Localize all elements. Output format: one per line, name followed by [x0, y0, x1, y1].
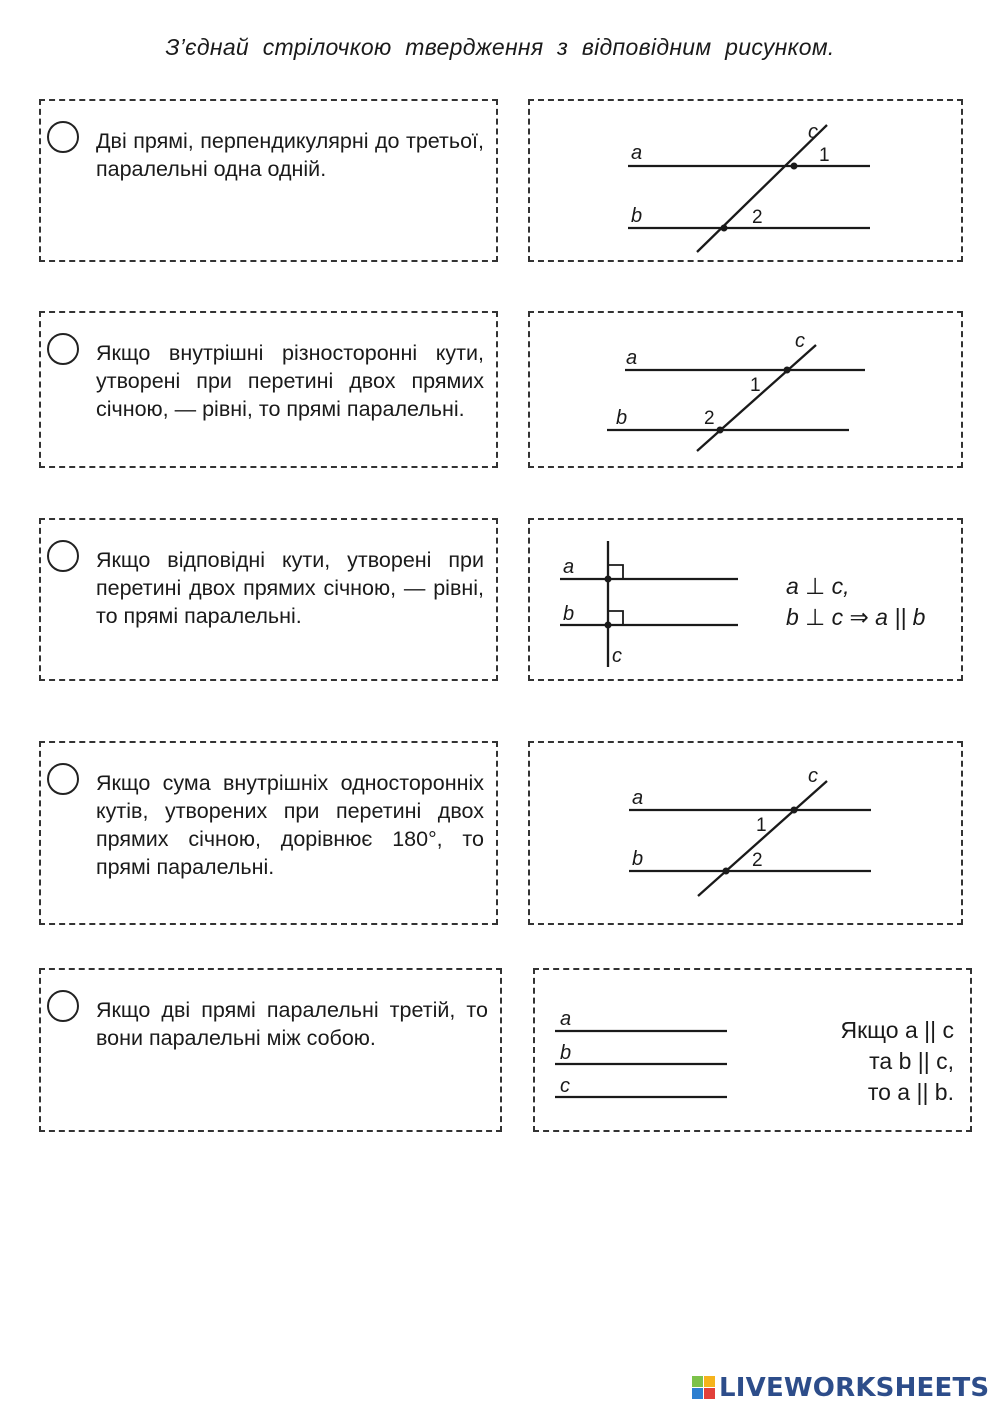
- figure-5-text-line-3: то a || b.: [867, 1079, 954, 1105]
- statement-box-1[interactable]: [39, 99, 498, 262]
- label-c: c: [795, 330, 805, 352]
- label-b: b: [632, 848, 644, 870]
- label-c: c: [808, 765, 818, 787]
- statement-text-1: Дві прямі, перпендикулярні до третьої, паралельні одна одній.: [96, 129, 484, 181]
- label-b: b: [560, 1042, 572, 1064]
- figure-2-diagram: [530, 313, 961, 466]
- statement-text-5: Якщо дві прямі паралельні третій, то вони паралельні між собою.: [96, 998, 488, 1050]
- statement-box-2[interactable]: [39, 311, 498, 468]
- label-c: c: [808, 121, 818, 143]
- label-a: a: [626, 347, 638, 369]
- figure-1-diagram: [530, 101, 961, 260]
- logo-icon: [692, 1376, 716, 1400]
- angle-1-label: 1: [756, 815, 767, 836]
- intersection-point: [784, 367, 791, 374]
- figure-5-text-line-1: Якщо a || c: [840, 1017, 954, 1043]
- figure-5-text-line-2: та b || c,: [869, 1048, 954, 1074]
- intersection-point: [605, 622, 612, 629]
- figure-4-diagram: [530, 743, 961, 923]
- label-a: a: [563, 556, 575, 578]
- match-circle-3[interactable]: [47, 540, 79, 572]
- line-c: [697, 345, 816, 451]
- label-a: a: [560, 1008, 572, 1030]
- angle-2-label: 2: [704, 408, 715, 429]
- formula: [786, 571, 925, 633]
- statement-text-2: Якщо внутрішні різносторонні кути, утворені при перетині двох прямих січною, — рівні, то прямі паралельні.: [96, 341, 484, 421]
- statement-text-4: Якщо сума внутрішніх односторонніх кутів, утворених при перетині двох прямих січною, дорівнює 180°, то прямі паралельні.: [96, 771, 484, 879]
- intersection-point: [721, 225, 728, 232]
- figure-box-1[interactable]: [528, 99, 963, 262]
- figure-box-5[interactable]: [533, 968, 972, 1132]
- figure-5-text: [840, 1015, 954, 1108]
- intersection-point: [723, 868, 730, 875]
- label-b: b: [631, 205, 643, 227]
- label-b: b: [563, 603, 575, 625]
- label-a: a: [631, 142, 643, 164]
- label-c: c: [560, 1075, 570, 1097]
- angle-1-label: 1: [819, 145, 830, 166]
- match-circle-2[interactable]: [47, 333, 79, 365]
- label-a: a: [632, 787, 644, 809]
- page-title: З’єднай стрілочкою твердження з відповідним рисунком.: [165, 34, 835, 60]
- match-circle-1[interactable]: [47, 121, 79, 153]
- label-b: b: [616, 407, 628, 429]
- statement-box-5[interactable]: [39, 968, 502, 1132]
- figure-box-3[interactable]: [528, 518, 963, 681]
- angle-2-label: 2: [752, 850, 763, 871]
- intersection-point: [717, 427, 724, 434]
- label-c: c: [612, 645, 622, 667]
- statement-text-3: Якщо відповідні кути, утворені при перетині двох прямих січною, — рівні, то прямі паралельні.: [96, 548, 484, 628]
- formula-line-1: a ⊥ c,: [786, 573, 850, 599]
- figure-5-diagram: [535, 970, 775, 1130]
- intersection-point: [791, 163, 798, 170]
- statement-box-4[interactable]: [39, 741, 498, 925]
- line-c: [698, 781, 827, 896]
- angle-1-label: 1: [750, 375, 761, 396]
- match-circle-5[interactable]: [47, 990, 79, 1022]
- line-c: [697, 125, 827, 252]
- logo-text: LIVEWORKSHEETS: [719, 1373, 990, 1403]
- intersection-point: [605, 576, 612, 583]
- figure-box-4[interactable]: [528, 741, 963, 925]
- statement-box-3[interactable]: [39, 518, 498, 681]
- figure-box-2[interactable]: [528, 311, 963, 468]
- intersection-point: [791, 807, 798, 814]
- liveworksheets-logo[interactable]: [692, 1373, 989, 1403]
- match-circle-4[interactable]: [47, 763, 79, 795]
- formula-line-2: b ⊥ c ⇒ a || b: [786, 604, 926, 630]
- angle-2-label: 2: [752, 207, 763, 228]
